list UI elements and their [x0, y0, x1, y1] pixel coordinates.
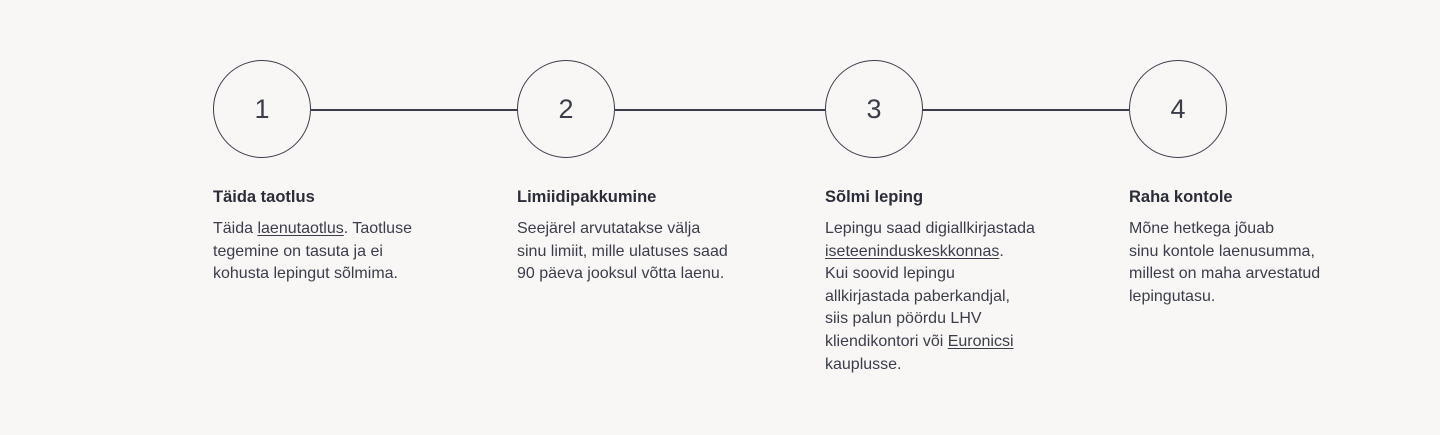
step-3-number: 3	[825, 60, 923, 158]
step-2	[517, 186, 777, 286]
step-4-text: Mõne hetkega jõuab	[1129, 220, 1274, 237]
step-3-text: siis palun pöördu LHV	[825, 310, 982, 328]
step-3-text: kliendikontori või	[825, 332, 948, 350]
step-3-text: Lepingu saad digiallkirjastada	[825, 220, 1035, 237]
step-2-description	[517, 218, 777, 286]
step-2-text: 90 päeva jooksul võtta laenu.	[517, 265, 725, 283]
step-4-number: 4	[1129, 60, 1227, 158]
step-2-title: Limiidipakkumine	[517, 188, 657, 206]
step-2-text: Seejärel arvutatakse välja	[517, 220, 701, 237]
step-4-text: lepingutasu.	[1129, 287, 1216, 305]
step-4	[1129, 186, 1389, 308]
step-1-text: kohusta lepingut sõlmima.	[213, 265, 398, 283]
step-connector-3-4	[923, 109, 1129, 111]
step-1	[213, 186, 473, 286]
step-4-description	[1129, 218, 1389, 308]
step-1-number: 1	[213, 60, 311, 158]
step-4-text: millest on maha arvestatud	[1129, 265, 1321, 283]
step-3	[825, 186, 1085, 376]
self-service-link[interactable]: iseteeninduskeskkonnas	[825, 242, 1000, 260]
step-3-description	[825, 218, 1085, 376]
step-1-text: Täida	[213, 220, 258, 237]
step-3-text: .	[999, 242, 1004, 260]
step-connector-1-2	[311, 109, 517, 111]
euronics-link[interactable]: Euronicsi	[947, 332, 1014, 350]
step-2-text: sinu limiit, mille ulatuses saad	[517, 242, 728, 260]
step-4-text: sinu kontole laenusumma,	[1129, 242, 1315, 260]
step-connector-2-3	[615, 109, 825, 111]
step-4-title: Raha kontole	[1129, 188, 1233, 206]
loan-application-link[interactable]: laenutaotlus	[257, 220, 344, 237]
step-1-text: tegemine on tasuta ja ei	[213, 242, 383, 260]
step-3-title: Sõlmi leping	[825, 188, 924, 206]
step-2-number: 2	[517, 60, 615, 158]
step-3-text: allkirjastada paberkandjal,	[825, 287, 1010, 305]
step-1-text: . Taotluse	[343, 220, 412, 237]
step-1-description	[213, 218, 473, 286]
step-3-text: Kui soovid lepingu	[825, 265, 955, 283]
step-1-title: Täida taotlus	[213, 188, 315, 206]
step-3-text: kauplusse.	[825, 355, 902, 373]
